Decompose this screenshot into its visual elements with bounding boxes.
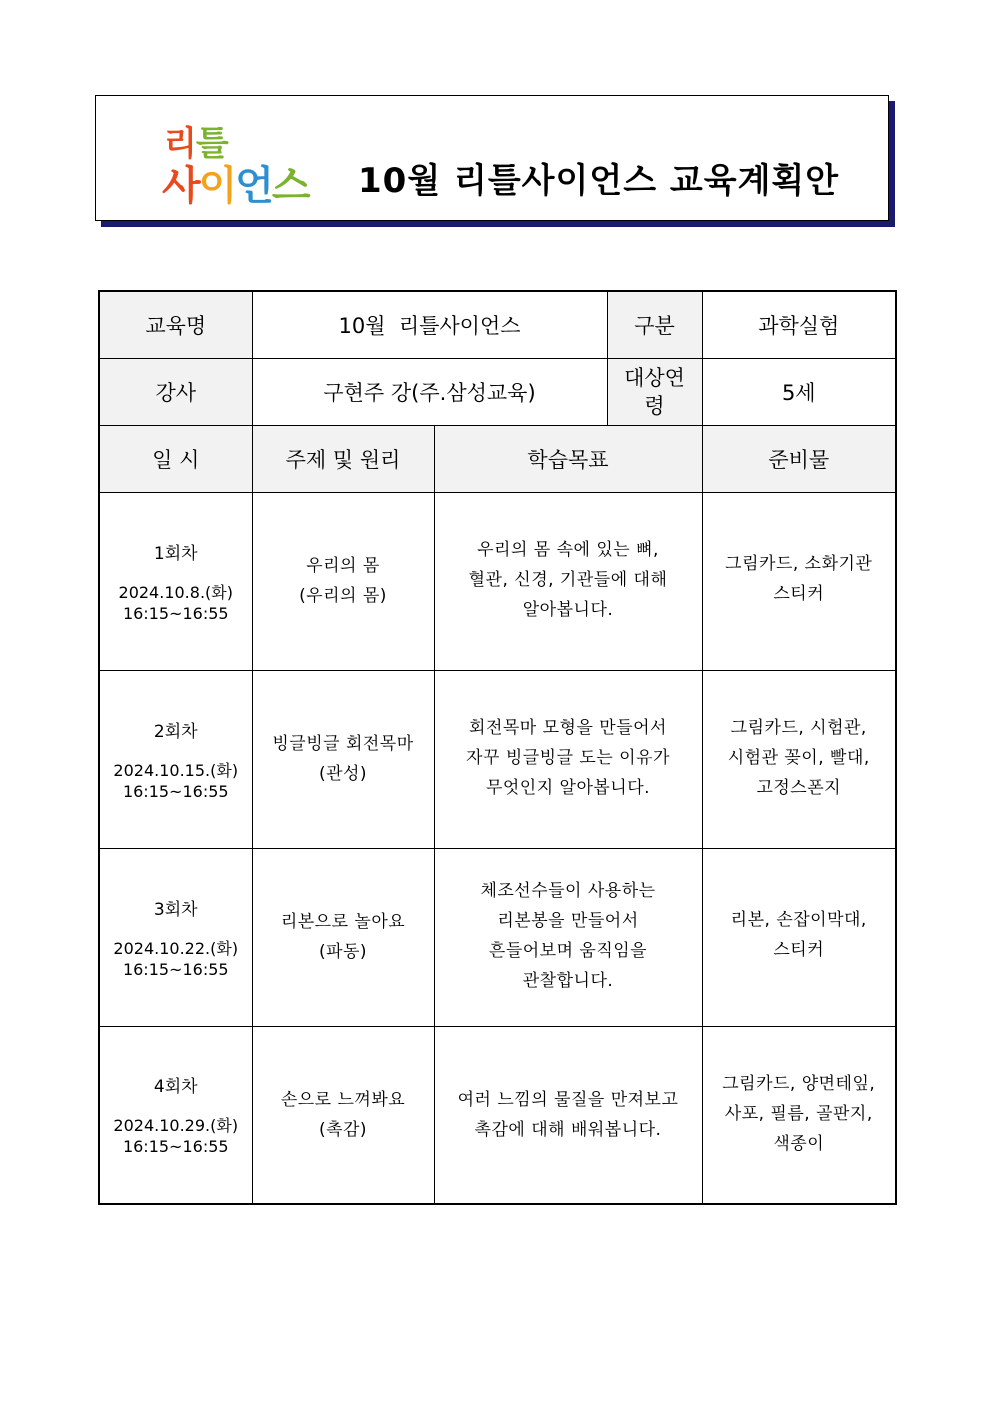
col-topic-header: 주제 및 원리 <box>252 425 434 492</box>
course-label: 교육명 <box>99 291 252 358</box>
session-row <box>99 1026 896 1204</box>
session-datetime <box>99 848 252 1026</box>
col-date-header: 일 시 <box>99 425 252 492</box>
course-row <box>99 291 896 358</box>
session-number: 1회차 <box>153 543 198 564</box>
category-value: 과학실험 <box>702 291 896 358</box>
session-goal: 체조선수들이 사용하는 리본봉을 만들어서 흔들어보며 움직임을 관찰합니다. <box>434 848 702 1026</box>
session-time: 16:15~16:55 <box>122 603 229 623</box>
session-row <box>99 492 896 670</box>
title-banner <box>95 95 889 221</box>
instructor-row <box>99 358 896 425</box>
session-goal: 회전목마 모형을 만들어서 자꾸 빙글빙글 도는 이유가 무엇인지 알아봅니다. <box>434 670 702 848</box>
category-label: 구분 <box>607 291 702 358</box>
session-row <box>99 670 896 848</box>
session-date: 2024.10.15.(화) <box>113 760 239 780</box>
target-age-value: 5세 <box>702 358 896 425</box>
session-number: 3회차 <box>153 899 198 920</box>
session-datetime <box>99 492 252 670</box>
course-value: 10월 리틀사이언스 <box>252 291 607 358</box>
session-date: 2024.10.22.(화) <box>113 938 239 958</box>
target-age-label: 대상연 령 <box>607 358 702 425</box>
col-goal-header: 학습목표 <box>434 425 702 492</box>
session-materials: 그림카드, 양면테잎, 사포, 필름, 골판지, 색종이 <box>702 1026 896 1204</box>
education-plan-table <box>98 290 897 1205</box>
instructor-label: 강사 <box>99 358 252 425</box>
session-time: 16:15~16:55 <box>122 781 229 801</box>
logo-line-1: 리틀 <box>164 124 228 164</box>
session-number: 4회차 <box>153 1077 198 1098</box>
session-goal: 우리의 몸 속에 있는 뼈, 혈관, 신경, 기관들에 대해 알아봅니다. <box>434 492 702 670</box>
session-datetime <box>99 1026 252 1204</box>
session-time: 16:15~16:55 <box>122 1137 229 1157</box>
session-date: 2024.10.8.(화) <box>118 582 233 602</box>
column-header-row <box>99 425 896 492</box>
session-topic: 우리의 몸 (우리의 몸) <box>252 492 434 670</box>
session-date: 2024.10.29.(화) <box>113 1116 239 1136</box>
session-topic: 빙글빙글 회전목마 (관성) <box>252 670 434 848</box>
page-title: 10월 리틀사이언스 교육계획안 <box>358 161 840 201</box>
session-topic: 손으로 느껴봐요 (촉감) <box>252 1026 434 1204</box>
col-materials-header: 준비물 <box>702 425 896 492</box>
session-row <box>99 848 896 1026</box>
session-materials: 그림카드, 시험관, 시험관 꽂이, 빨대, 고정스폰지 <box>702 670 896 848</box>
logo-line-2: 사이언스 <box>162 163 309 209</box>
session-time: 16:15~16:55 <box>122 959 229 979</box>
session-goal: 여러 느낌의 물질을 만져보고 촉감에 대해 배워봅니다. <box>434 1026 702 1204</box>
session-datetime <box>99 670 252 848</box>
session-topic: 리본으로 놀아요 (파동) <box>252 848 434 1026</box>
session-materials: 리본, 손잡이막대, 스티커 <box>702 848 896 1026</box>
session-materials: 그림카드, 소화기관 스티커 <box>702 492 896 670</box>
instructor-value: 구현주 강(주.삼성교육) <box>252 358 607 425</box>
session-number: 2회차 <box>153 721 198 742</box>
little-science-logo <box>162 116 332 209</box>
